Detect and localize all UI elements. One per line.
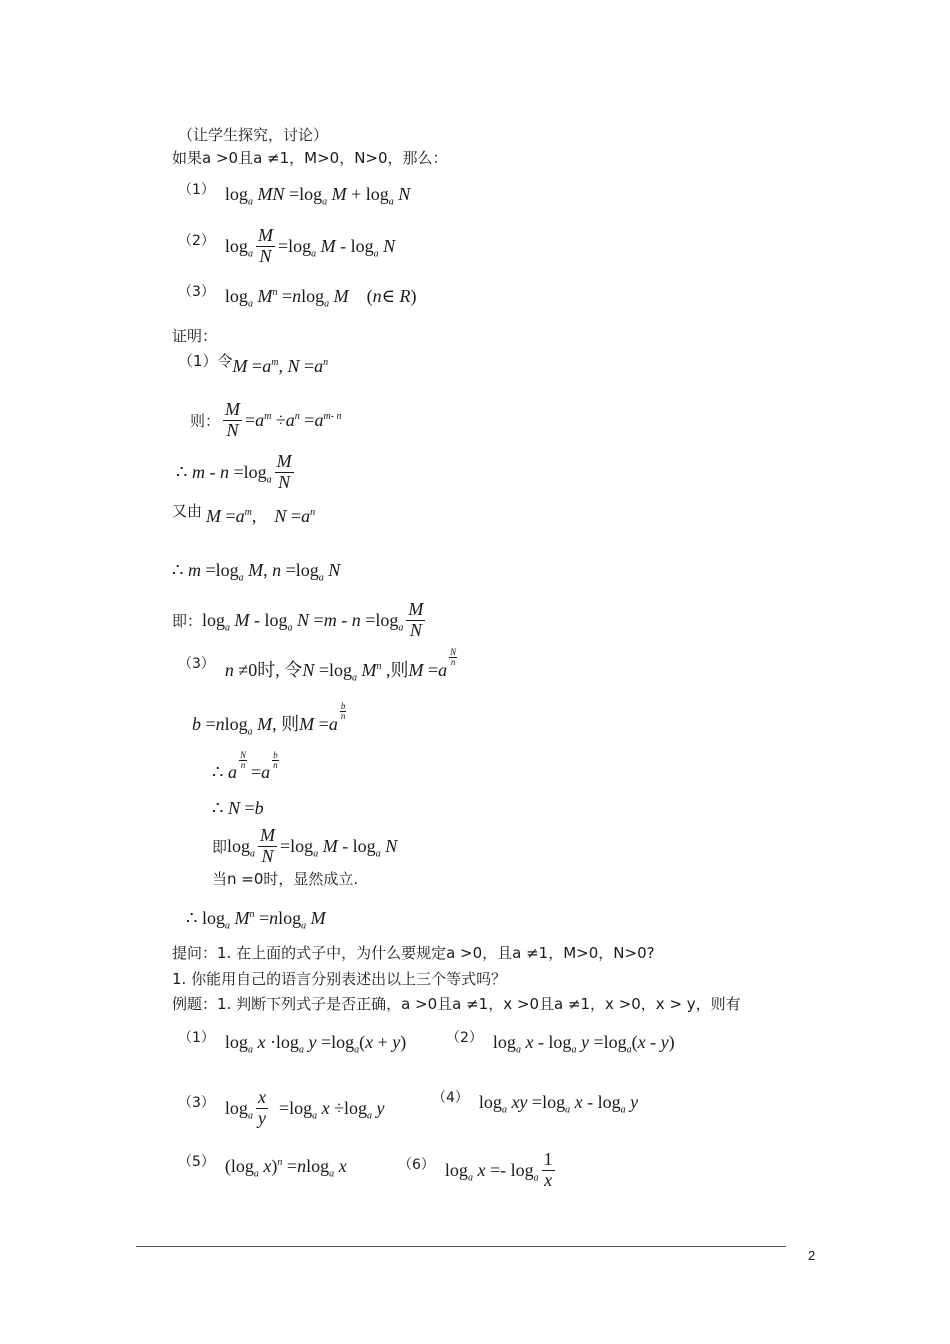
label: （3） — [178, 1095, 215, 1112]
proof-3-line-e: 即$\log_a$ $\frac{M}{N}$ $=\log_a$ M - $\log_a N$ — [212, 825, 398, 866]
proof-therefore-1: ∴ $m - n =\log_a$ $\frac{M}{N}$ — [176, 451, 292, 492]
footer-rule — [136, 1246, 786, 1247]
label: （1） — [178, 1029, 215, 1046]
label: （2） — [446, 1029, 483, 1046]
label: （1）令 — [178, 352, 233, 370]
label: 则： — [190, 411, 221, 430]
exercise-1: （1） $\log_a x \cdot\log_a$ $y =\log_a(x + y)$ — [178, 1032, 406, 1053]
proof-3-zero: 当n =0时，显然成立. — [212, 870, 359, 888]
label: （2） — [178, 233, 215, 250]
exercise-6: （6） $\log_a x =- \log_a$ $\frac{1}{x}$ — [398, 1149, 553, 1190]
proof-3-line-d: ∴ N =b — [212, 798, 264, 818]
proof-conclusion: ∴ $\log_a M^n =nlog_a$ M — [186, 908, 326, 932]
example-line: 例题：1. 判断下列式子是否正确，a >0且a ≠1，x >0且a ≠1，x >0，x > y，则有 — [172, 995, 741, 1013]
exercise-2: （2） $\log_a x - \log_a y =\log_a(x - y)$ — [446, 1032, 675, 1053]
proof-3-line-a: （3） n ≠0时, 令$N =\log_a$ $M^n$ ,则M =a N n — [178, 646, 457, 684]
label: （4） — [432, 1089, 469, 1106]
proof-therefore-2: ∴ $m =\log_a$ M, $n =\log_a$ N — [172, 560, 341, 584]
proof-3-line-c: ∴ a $\frac{N}{n}$ =a b n — [212, 750, 278, 782]
label: 又由 — [172, 502, 203, 520]
label: （3） — [178, 656, 215, 672]
page-number: 2 — [808, 1248, 816, 1263]
label: （6） — [398, 1157, 435, 1174]
property-2: （2） $\log_a$ $\frac{M}{N}$ $=\log_a$ M - $\log_a N$ — [178, 225, 396, 266]
label: （3） — [178, 283, 215, 300]
intro-line: （让学生探究，讨论） — [178, 126, 329, 144]
label: （1） — [178, 181, 215, 198]
question-line-2: 1. 你能用自己的语言分别表述出以上三个等式吗？ — [172, 970, 507, 988]
proof-then: 则： $\frac{M}{N}$ $=a^m \div a^n =a^{m- n}$ — [190, 399, 342, 440]
question-line: 提问：1. 在上面的式子中，为什么要规定a >0，且a ≠1，M>0，N>0? — [172, 944, 655, 962]
exercise-4: （4） $\log_a$ xy $=\log_a$ x - $\log_a y$ — [432, 1092, 638, 1113]
exercise-3: （3） $\log_a$ $\frac{x}{y}$ $=\log_a$ $x \div\log_a$ y — [178, 1087, 385, 1128]
property-3: （3） $\log_a M^n =nlog_a$ M (n∈ R) — [178, 286, 416, 307]
proof-also: 又由 $M =a^m$, $N =a^n$ — [172, 502, 316, 526]
proof-3-line-b: b =nlog$_a$ M, 则M =a b n — [192, 700, 346, 738]
exercise-5: （5） ($\log_a$ x)$^n$ =nlog$_a$ x — [178, 1156, 347, 1177]
property-1: （1） $\log_a$ MN $=\log_a$ $M + \log_a N$ — [178, 184, 410, 205]
proof-ie: 即： $\log_a M - \log_a N =m - n =\log_a$ $\frac{M}{N}$ — [172, 599, 424, 640]
proof-heading: 证明： — [172, 327, 218, 345]
condition-line: 如果a >0且a ≠1，M>0，N>0，那么： — [172, 149, 448, 167]
label: （5） — [178, 1153, 215, 1170]
proof-let: （1）令 $M =a^m$, $N =a^n$ — [178, 352, 329, 376]
label: 即： — [172, 611, 203, 630]
